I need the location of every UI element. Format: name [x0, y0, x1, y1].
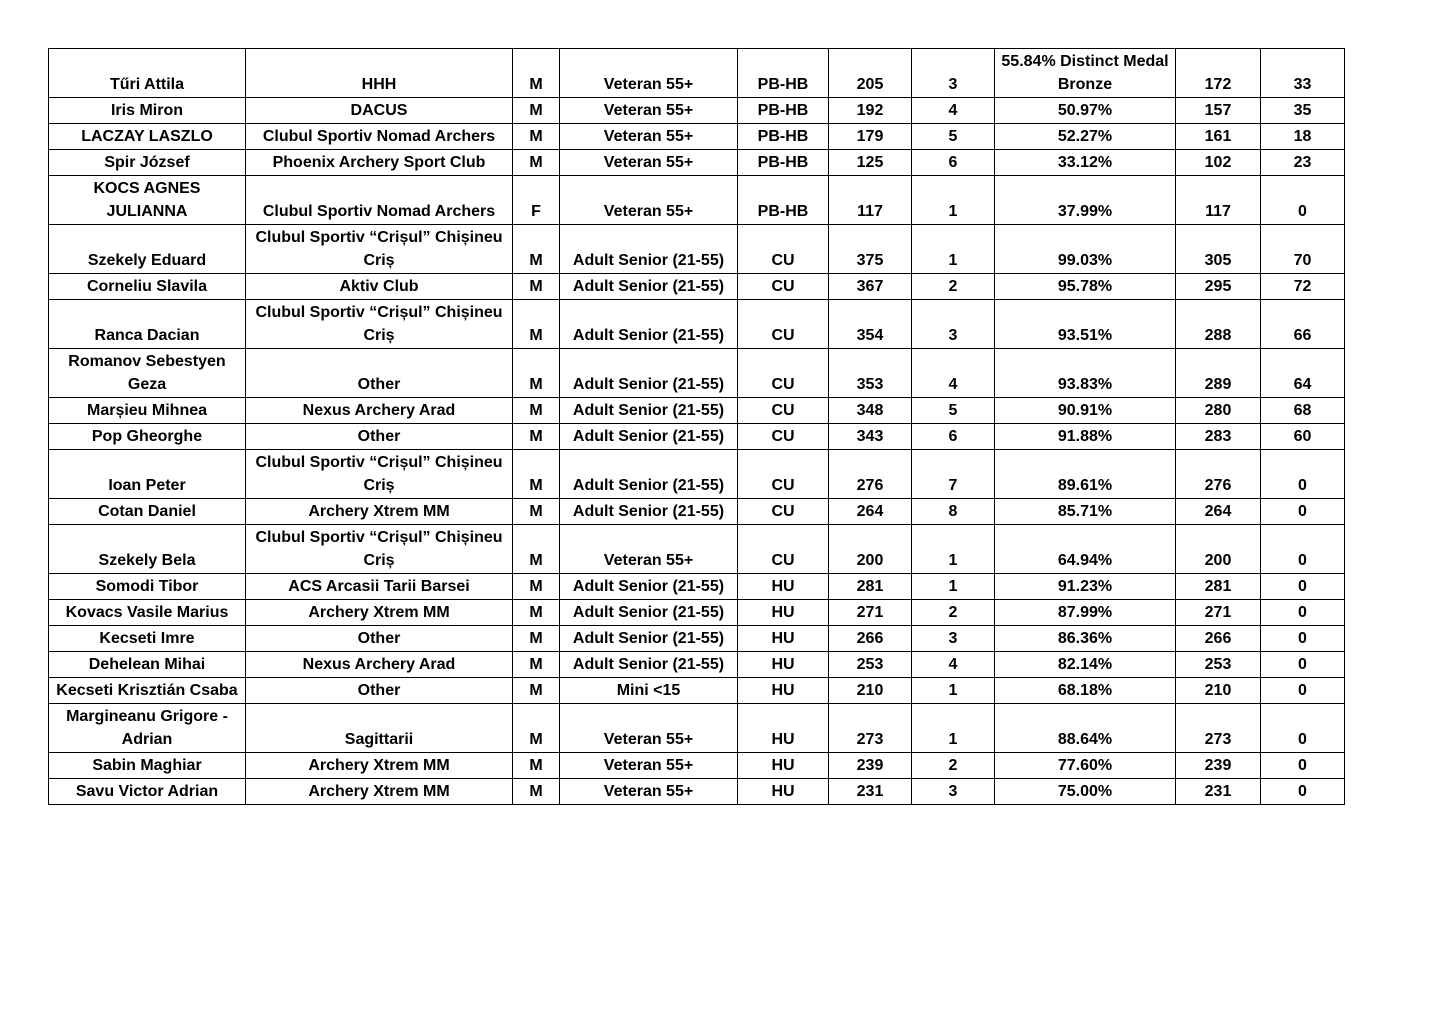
score-part-2-cell: 0 — [1261, 678, 1345, 704]
athlete-name-cell: Marșieu Mihnea — [49, 398, 246, 424]
total-score-cell: 192 — [829, 98, 912, 124]
total-score-cell: 354 — [829, 300, 912, 349]
club-cell: Archery Xtrem MM — [246, 779, 513, 805]
total-score-cell: 375 — [829, 225, 912, 274]
place-cell: 1 — [912, 225, 995, 274]
table-row — [49, 176, 1345, 225]
total-score-cell: 200 — [829, 525, 912, 574]
club-cell: DACUS — [246, 98, 513, 124]
place-cell: 6 — [912, 424, 995, 450]
percent-cell: 52.27% — [995, 124, 1176, 150]
score-part-2-cell: 0 — [1261, 704, 1345, 753]
category-cell: Veteran 55+ — [560, 124, 738, 150]
category-cell: Adult Senior (21-55) — [560, 499, 738, 525]
bow-class-cell: CU — [738, 450, 829, 499]
score-part-1-cell: 271 — [1176, 600, 1261, 626]
percent-cell: 99.03% — [995, 225, 1176, 274]
table-row — [49, 704, 1345, 753]
category-cell: Adult Senior (21-55) — [560, 652, 738, 678]
athlete-name-cell: Margineanu Grigore - Adrian — [49, 704, 246, 753]
percent-cell: 93.83% — [995, 349, 1176, 398]
score-part-2-cell: 0 — [1261, 652, 1345, 678]
club-cell: Nexus Archery Arad — [246, 398, 513, 424]
club-cell: Phoenix Archery Sport Club — [246, 150, 513, 176]
place-cell: 7 — [912, 450, 995, 499]
total-score-cell: 205 — [829, 49, 912, 98]
athlete-name-cell: Kovacs Vasile Marius — [49, 600, 246, 626]
club-cell: Sagittarii — [246, 704, 513, 753]
gender-cell: M — [513, 499, 560, 525]
bow-class-cell: PB-HB — [738, 98, 829, 124]
place-cell: 2 — [912, 274, 995, 300]
score-part-1-cell: 161 — [1176, 124, 1261, 150]
category-cell: Veteran 55+ — [560, 704, 738, 753]
table-row — [49, 525, 1345, 574]
score-part-1-cell: 172 — [1176, 49, 1261, 98]
club-cell: Other — [246, 424, 513, 450]
score-part-1-cell: 200 — [1176, 525, 1261, 574]
percent-cell: 37.99% — [995, 176, 1176, 225]
gender-cell: F — [513, 176, 560, 225]
gender-cell: M — [513, 626, 560, 652]
table-row — [49, 574, 1345, 600]
club-cell: HHH — [246, 49, 513, 98]
athlete-name-cell: Corneliu Slavila — [49, 274, 246, 300]
athlete-name-cell: Tűri Attila — [49, 49, 246, 98]
category-cell: Adult Senior (21-55) — [560, 600, 738, 626]
score-part-1-cell: 157 — [1176, 98, 1261, 124]
gender-cell: M — [513, 704, 560, 753]
gender-cell: M — [513, 525, 560, 574]
table-row — [49, 274, 1345, 300]
table-row — [49, 300, 1345, 349]
total-score-cell: 179 — [829, 124, 912, 150]
gender-cell: M — [513, 753, 560, 779]
score-part-2-cell: 0 — [1261, 753, 1345, 779]
athlete-name-cell: Szekely Eduard — [49, 225, 246, 274]
club-cell: Other — [246, 626, 513, 652]
percent-cell: 64.94% — [995, 525, 1176, 574]
gender-cell: M — [513, 779, 560, 805]
total-score-cell: 117 — [829, 176, 912, 225]
place-cell: 5 — [912, 124, 995, 150]
category-cell: Veteran 55+ — [560, 753, 738, 779]
club-cell: Archery Xtrem MM — [246, 753, 513, 779]
gender-cell: M — [513, 49, 560, 98]
percent-cell: 50.97% — [995, 98, 1176, 124]
club-cell: Archery Xtrem MM — [246, 499, 513, 525]
score-part-1-cell: 288 — [1176, 300, 1261, 349]
gender-cell: M — [513, 600, 560, 626]
total-score-cell: 276 — [829, 450, 912, 499]
bow-class-cell: HU — [738, 753, 829, 779]
score-part-1-cell: 305 — [1176, 225, 1261, 274]
score-part-2-cell: 33 — [1261, 49, 1345, 98]
place-cell: 1 — [912, 176, 995, 225]
table-row — [49, 98, 1345, 124]
athlete-name-cell: Kecseti Krisztián Csaba — [49, 678, 246, 704]
place-cell: 1 — [912, 704, 995, 753]
percent-cell: 87.99% — [995, 600, 1176, 626]
score-part-1-cell: 264 — [1176, 499, 1261, 525]
score-part-2-cell: 64 — [1261, 349, 1345, 398]
gender-cell: M — [513, 98, 560, 124]
category-cell: Veteran 55+ — [560, 150, 738, 176]
score-part-2-cell: 60 — [1261, 424, 1345, 450]
bow-class-cell: CU — [738, 300, 829, 349]
bow-class-cell: HU — [738, 652, 829, 678]
bow-class-cell: CU — [738, 225, 829, 274]
category-cell: Veteran 55+ — [560, 779, 738, 805]
club-cell: Archery Xtrem MM — [246, 600, 513, 626]
place-cell: 2 — [912, 753, 995, 779]
athlete-name-cell: Somodi Tibor — [49, 574, 246, 600]
bow-class-cell: HU — [738, 779, 829, 805]
athlete-name-cell: Ioan Peter — [49, 450, 246, 499]
club-cell: Other — [246, 349, 513, 398]
score-part-2-cell: 0 — [1261, 499, 1345, 525]
score-part-2-cell: 0 — [1261, 600, 1345, 626]
bow-class-cell: CU — [738, 424, 829, 450]
bow-class-cell: HU — [738, 574, 829, 600]
total-score-cell: 231 — [829, 779, 912, 805]
score-part-1-cell: 253 — [1176, 652, 1261, 678]
table-row — [49, 225, 1345, 274]
place-cell: 8 — [912, 499, 995, 525]
percent-cell: 89.61% — [995, 450, 1176, 499]
club-cell: Nexus Archery Arad — [246, 652, 513, 678]
place-cell: 4 — [912, 349, 995, 398]
table-row — [49, 398, 1345, 424]
score-part-2-cell: 23 — [1261, 150, 1345, 176]
place-cell: 5 — [912, 398, 995, 424]
total-score-cell: 281 — [829, 574, 912, 600]
score-part-1-cell: 239 — [1176, 753, 1261, 779]
category-cell: Adult Senior (21-55) — [560, 626, 738, 652]
athlete-name-cell: Iris Miron — [49, 98, 246, 124]
athlete-name-cell: Kecseti Imre — [49, 626, 246, 652]
gender-cell: M — [513, 424, 560, 450]
bow-class-cell: PB-HB — [738, 124, 829, 150]
score-part-1-cell: 117 — [1176, 176, 1261, 225]
table-row — [49, 424, 1345, 450]
category-cell: Veteran 55+ — [560, 98, 738, 124]
total-score-cell: 367 — [829, 274, 912, 300]
percent-cell: 75.00% — [995, 779, 1176, 805]
percent-cell: 90.91% — [995, 398, 1176, 424]
total-score-cell: 264 — [829, 499, 912, 525]
results-table — [48, 48, 1345, 805]
category-cell: Adult Senior (21-55) — [560, 398, 738, 424]
category-cell: Adult Senior (21-55) — [560, 574, 738, 600]
score-part-1-cell: 102 — [1176, 150, 1261, 176]
athlete-name-cell: Romanov Sebestyen Geza — [49, 349, 246, 398]
place-cell: 2 — [912, 600, 995, 626]
place-cell: 3 — [912, 626, 995, 652]
score-part-1-cell: 231 — [1176, 779, 1261, 805]
athlete-name-cell: Dehelean Mihai — [49, 652, 246, 678]
total-score-cell: 271 — [829, 600, 912, 626]
place-cell: 1 — [912, 678, 995, 704]
gender-cell: M — [513, 300, 560, 349]
gender-cell: M — [513, 274, 560, 300]
category-cell: Adult Senior (21-55) — [560, 225, 738, 274]
percent-cell: 33.12% — [995, 150, 1176, 176]
table-row — [49, 626, 1345, 652]
percent-cell: 85.71% — [995, 499, 1176, 525]
score-part-1-cell: 280 — [1176, 398, 1261, 424]
score-part-2-cell: 0 — [1261, 574, 1345, 600]
score-part-2-cell: 68 — [1261, 398, 1345, 424]
percent-cell: 93.51% — [995, 300, 1176, 349]
bow-class-cell: HU — [738, 626, 829, 652]
table-row — [49, 349, 1345, 398]
bow-class-cell: CU — [738, 274, 829, 300]
table-row — [49, 49, 1345, 98]
percent-cell: 88.64% — [995, 704, 1176, 753]
gender-cell: M — [513, 398, 560, 424]
gender-cell: M — [513, 652, 560, 678]
gender-cell: M — [513, 574, 560, 600]
category-cell: Adult Senior (21-55) — [560, 450, 738, 499]
score-part-2-cell: 0 — [1261, 176, 1345, 225]
place-cell: 1 — [912, 574, 995, 600]
score-part-1-cell: 289 — [1176, 349, 1261, 398]
total-score-cell: 253 — [829, 652, 912, 678]
gender-cell: M — [513, 225, 560, 274]
gender-cell: M — [513, 150, 560, 176]
score-part-2-cell: 0 — [1261, 450, 1345, 499]
place-cell: 3 — [912, 779, 995, 805]
place-cell: 6 — [912, 150, 995, 176]
athlete-name-cell: Ranca Dacian — [49, 300, 246, 349]
score-part-2-cell: 72 — [1261, 274, 1345, 300]
score-part-2-cell: 35 — [1261, 98, 1345, 124]
total-score-cell: 210 — [829, 678, 912, 704]
table-row — [49, 753, 1345, 779]
percent-cell: 55.84% Distinct Medal Bronze — [995, 49, 1176, 98]
percent-cell: 95.78% — [995, 274, 1176, 300]
place-cell: 3 — [912, 49, 995, 98]
bow-class-cell: HU — [738, 600, 829, 626]
place-cell: 1 — [912, 525, 995, 574]
table-row — [49, 150, 1345, 176]
athlete-name-cell: Spir József — [49, 150, 246, 176]
category-cell: Veteran 55+ — [560, 176, 738, 225]
club-cell: Aktiv Club — [246, 274, 513, 300]
athlete-name-cell: Sabin Maghiar — [49, 753, 246, 779]
table-row — [49, 678, 1345, 704]
bow-class-cell: PB-HB — [738, 176, 829, 225]
table-row — [49, 499, 1345, 525]
percent-cell: 77.60% — [995, 753, 1176, 779]
athlete-name-cell: Cotan Daniel — [49, 499, 246, 525]
score-part-1-cell: 283 — [1176, 424, 1261, 450]
club-cell: ACS Arcasii Tarii Barsei — [246, 574, 513, 600]
score-part-2-cell: 0 — [1261, 779, 1345, 805]
total-score-cell: 353 — [829, 349, 912, 398]
bow-class-cell: CU — [738, 349, 829, 398]
total-score-cell: 125 — [829, 150, 912, 176]
score-part-2-cell: 0 — [1261, 626, 1345, 652]
score-part-1-cell: 266 — [1176, 626, 1261, 652]
gender-cell: M — [513, 124, 560, 150]
bow-class-cell: PB-HB — [738, 49, 829, 98]
table-row — [49, 652, 1345, 678]
percent-cell: 82.14% — [995, 652, 1176, 678]
percent-cell: 68.18% — [995, 678, 1176, 704]
category-cell: Veteran 55+ — [560, 525, 738, 574]
table-row — [49, 450, 1345, 499]
athlete-name-cell: Savu Victor Adrian — [49, 779, 246, 805]
total-score-cell: 266 — [829, 626, 912, 652]
club-cell: Clubul Sportiv Nomad Archers — [246, 124, 513, 150]
gender-cell: M — [513, 450, 560, 499]
gender-cell: M — [513, 349, 560, 398]
athlete-name-cell: Szekely Bela — [49, 525, 246, 574]
place-cell: 4 — [912, 652, 995, 678]
bow-class-cell: HU — [738, 678, 829, 704]
percent-cell: 91.23% — [995, 574, 1176, 600]
bow-class-cell: CU — [738, 398, 829, 424]
category-cell: Adult Senior (21-55) — [560, 274, 738, 300]
total-score-cell: 343 — [829, 424, 912, 450]
bow-class-cell: PB-HB — [738, 150, 829, 176]
club-cell: Clubul Sportiv “Crișul” Chișineu Criș — [246, 450, 513, 499]
category-cell: Adult Senior (21-55) — [560, 349, 738, 398]
score-part-1-cell: 281 — [1176, 574, 1261, 600]
score-part-1-cell: 295 — [1176, 274, 1261, 300]
score-part-1-cell: 273 — [1176, 704, 1261, 753]
club-cell: Clubul Sportiv Nomad Archers — [246, 176, 513, 225]
table-row — [49, 779, 1345, 805]
club-cell: Clubul Sportiv “Crișul” Chișineu Criș — [246, 525, 513, 574]
score-part-2-cell: 0 — [1261, 525, 1345, 574]
score-part-1-cell: 210 — [1176, 678, 1261, 704]
table-row — [49, 600, 1345, 626]
score-part-2-cell: 66 — [1261, 300, 1345, 349]
total-score-cell: 239 — [829, 753, 912, 779]
category-cell: Adult Senior (21-55) — [560, 424, 738, 450]
score-part-1-cell: 276 — [1176, 450, 1261, 499]
athlete-name-cell: LACZAY LASZLO — [49, 124, 246, 150]
score-part-2-cell: 70 — [1261, 225, 1345, 274]
club-cell: Clubul Sportiv “Crișul” Chișineu Criș — [246, 300, 513, 349]
club-cell: Clubul Sportiv “Crișul” Chișineu Criș — [246, 225, 513, 274]
table-row — [49, 124, 1345, 150]
total-score-cell: 273 — [829, 704, 912, 753]
gender-cell: M — [513, 678, 560, 704]
category-cell: Adult Senior (21-55) — [560, 300, 738, 349]
category-cell: Veteran 55+ — [560, 49, 738, 98]
place-cell: 4 — [912, 98, 995, 124]
category-cell: Mini <15 — [560, 678, 738, 704]
total-score-cell: 348 — [829, 398, 912, 424]
athlete-name-cell: KOCS AGNES JULIANNA — [49, 176, 246, 225]
bow-class-cell: CU — [738, 525, 829, 574]
bow-class-cell: CU — [738, 499, 829, 525]
results-body — [49, 49, 1345, 805]
percent-cell: 91.88% — [995, 424, 1176, 450]
club-cell: Other — [246, 678, 513, 704]
score-part-2-cell: 18 — [1261, 124, 1345, 150]
bow-class-cell: HU — [738, 704, 829, 753]
place-cell: 3 — [912, 300, 995, 349]
percent-cell: 86.36% — [995, 626, 1176, 652]
athlete-name-cell: Pop Gheorghe — [49, 424, 246, 450]
